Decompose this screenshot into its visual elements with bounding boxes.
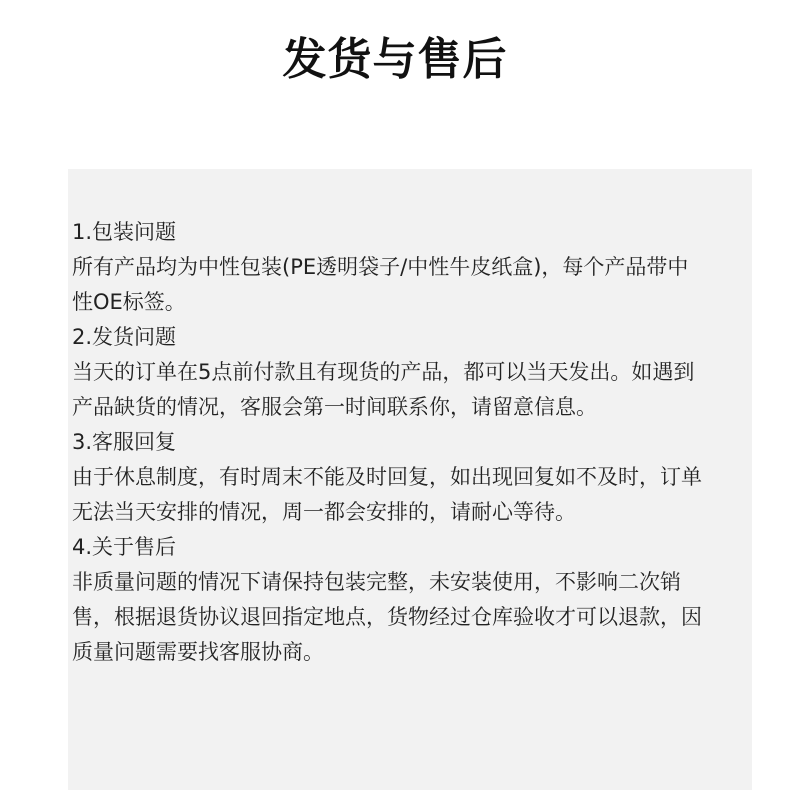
section-after-sales	[72, 530, 708, 670]
section-body-packaging: 所有产品均为中性包装(PE透明袋子/中性牛皮纸盒)，每个产品带中性OE标签。	[72, 255, 689, 314]
section-packaging	[72, 215, 708, 320]
section-body-after-sales: 非质量问题的情况下请保持包装完整，未安装使用，不影响二次销售，根据退货协议退回指定地点，货物经过仓库验收才可以退款，因质量问题需要找客服协商。	[72, 570, 702, 664]
section-customer-service	[72, 425, 708, 530]
section-shipping	[72, 320, 708, 425]
section-heading-customer-service: 3.客服回复	[72, 430, 177, 454]
section-heading-after-sales: 4.关于售后	[72, 535, 177, 559]
section-body-customer-service: 由于休息制度，有时周末不能及时回复，如出现回复如不及时，订单无法当天安排的情况，周一都会安排的，请耐心等待。	[72, 465, 702, 524]
section-heading-packaging: 1.包装问题	[72, 220, 177, 244]
section-body-shipping: 当天的订单在5点前付款且有现货的产品，都可以当天发出。如遇到产品缺货的情况，客服会第一时间联系你，请留意信息。	[72, 360, 695, 419]
info-box	[68, 169, 752, 790]
section-heading-shipping: 2.发货问题	[72, 325, 177, 349]
page-title: 发货与售后	[282, 34, 508, 85]
